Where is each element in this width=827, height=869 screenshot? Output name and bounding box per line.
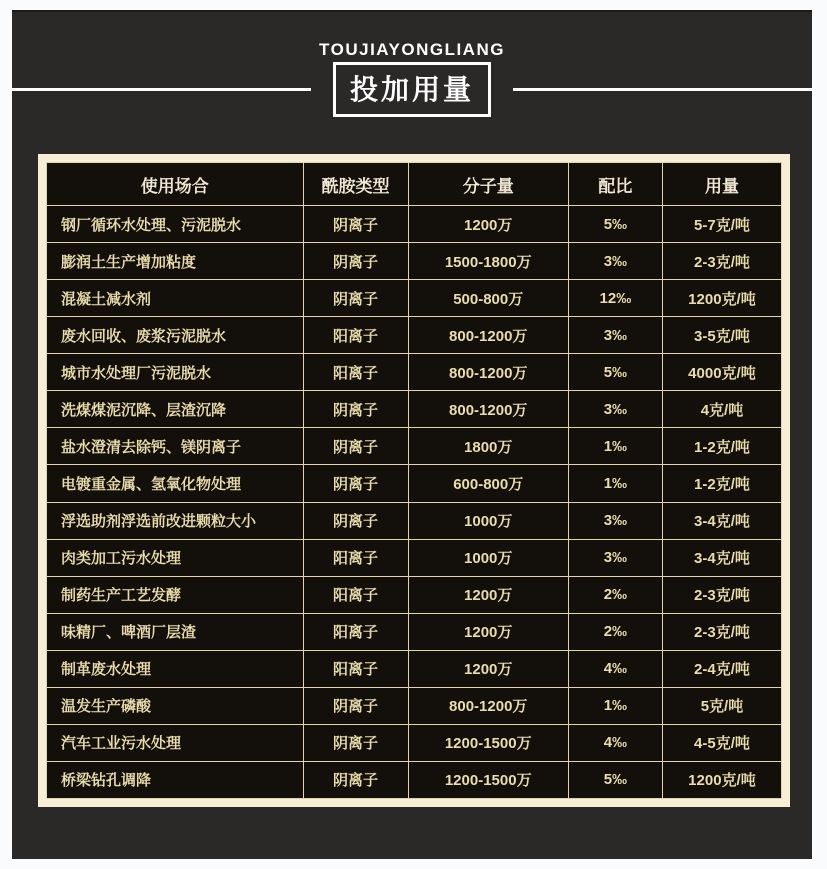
table-cell: 3-4克/吨 (662, 502, 781, 539)
table-row (47, 243, 782, 280)
table-cell: 盐水澄清去除钙、镁阴离子 (47, 428, 304, 465)
table-cell: 5‰ (568, 761, 662, 798)
table-cell: 阴离子 (303, 687, 408, 724)
table-cell: 4000克/吨 (662, 354, 781, 391)
title-banner (12, 67, 812, 111)
table-cell: 汽车工业污水处理 (47, 724, 304, 761)
table-cell: 5‰ (568, 354, 662, 391)
table-cell: 1200克/吨 (662, 761, 781, 798)
table-row (47, 502, 782, 539)
table-cell: 12‰ (568, 280, 662, 317)
table-row (47, 613, 782, 650)
table-cell: 阴离子 (303, 465, 408, 502)
table-cell: 制药生产工艺发酵 (47, 576, 304, 613)
banner-right-line (513, 88, 812, 91)
column-header: 用量 (662, 163, 781, 206)
table-cell: 5-7克/吨 (662, 206, 781, 243)
table-cell: 阴离子 (303, 243, 408, 280)
table-cell: 800-1200万 (408, 687, 568, 724)
table-cell: 800-1200万 (408, 354, 568, 391)
table-cell: 阳离子 (303, 576, 408, 613)
table-cell: 600-800万 (408, 465, 568, 502)
table-cell: 2-3克/吨 (662, 243, 781, 280)
table-cell: 电镀重金属、氢氧化物处理 (47, 465, 304, 502)
column-header: 分子量 (408, 163, 568, 206)
table-cell: 3‰ (568, 502, 662, 539)
column-header: 酰胺类型 (303, 163, 408, 206)
table-cell: 2‰ (568, 576, 662, 613)
table-cell: 3‰ (568, 317, 662, 354)
table-cell: 废水回收、废浆污泥脱水 (47, 317, 304, 354)
table-row (47, 465, 782, 502)
dark-panel (12, 10, 812, 859)
table-cell: 4克/吨 (662, 391, 781, 428)
table-cell: 1-2克/吨 (662, 428, 781, 465)
table-cell: 3-5克/吨 (662, 317, 781, 354)
table-cell: 阳离子 (303, 613, 408, 650)
table-cell: 洗煤煤泥沉降、层渣沉降 (47, 391, 304, 428)
table-row (47, 317, 782, 354)
table-row (47, 761, 782, 798)
table-cell: 1200万 (408, 576, 568, 613)
table-cell: 4-5克/吨 (662, 724, 781, 761)
table-row (47, 206, 782, 243)
table-cell: 1‰ (568, 687, 662, 724)
table-row (47, 724, 782, 761)
table-cell: 阴离子 (303, 502, 408, 539)
table-cell: 混凝土减水剂 (47, 280, 304, 317)
table-cell: 阴离子 (303, 391, 408, 428)
table-cell: 阳离子 (303, 317, 408, 354)
table-row (47, 428, 782, 465)
table-cell: 阴离子 (303, 428, 408, 465)
table-cell: 1200万 (408, 613, 568, 650)
table-cell: 2‰ (568, 613, 662, 650)
table-row (47, 687, 782, 724)
table-cell: 城市水处理厂污泥脱水 (47, 354, 304, 391)
banner-left-line (12, 88, 311, 91)
table-cell: 阴离子 (303, 761, 408, 798)
table-cell: 3‰ (568, 391, 662, 428)
dosage-table (46, 162, 782, 799)
column-header: 使用场合 (47, 163, 304, 206)
table-cell: 1200克/吨 (662, 280, 781, 317)
table-cell: 1200-1500万 (408, 761, 568, 798)
table-cell: 1‰ (568, 465, 662, 502)
table-cell: 800-1200万 (408, 317, 568, 354)
table-cell: 温发生产磷酸 (47, 687, 304, 724)
table-row (47, 576, 782, 613)
table-row (47, 650, 782, 687)
table-cell: 5克/吨 (662, 687, 781, 724)
table-cell: 阴离子 (303, 206, 408, 243)
table-cell: 膨润土生产增加粘度 (47, 243, 304, 280)
table-cell: 5‰ (568, 206, 662, 243)
table-cell: 4‰ (568, 650, 662, 687)
table-cell: 500-800万 (408, 280, 568, 317)
table-cell: 3‰ (568, 243, 662, 280)
table-cell: 4‰ (568, 724, 662, 761)
column-header: 配比 (568, 163, 662, 206)
table-row (47, 391, 782, 428)
table-cell: 1000万 (408, 539, 568, 576)
table-cell: 1200万 (408, 206, 568, 243)
table-cell: 1800万 (408, 428, 568, 465)
title-pinyin: TOUJIAYONGLIANG (319, 40, 505, 59)
table-cell: 肉类加工污水处理 (47, 539, 304, 576)
table-cell: 阳离子 (303, 650, 408, 687)
table-cell: 1500-1800万 (408, 243, 568, 280)
table-cell: 浮选助剂浮选前改进颗粒大小 (47, 502, 304, 539)
table-cell: 阴离子 (303, 724, 408, 761)
table-cell: 桥梁钻孔调降 (47, 761, 304, 798)
table-cell: 1000万 (408, 502, 568, 539)
table-cell: 1‰ (568, 428, 662, 465)
table-cell: 阳离子 (303, 354, 408, 391)
table-row (47, 539, 782, 576)
table-cell: 3‰ (568, 539, 662, 576)
table-cell: 1-2克/吨 (662, 465, 781, 502)
page-title: 投加用量 (333, 62, 491, 117)
table-cell: 阳离子 (303, 539, 408, 576)
table-row (47, 280, 782, 317)
table-row (47, 354, 782, 391)
table-cell: 1200万 (408, 650, 568, 687)
table-cell: 制革废水处理 (47, 650, 304, 687)
table-cell: 1200-1500万 (408, 724, 568, 761)
table-cell: 800-1200万 (408, 391, 568, 428)
table-cell: 2-3克/吨 (662, 576, 781, 613)
table-cell: 钢厂循环水处理、污泥脱水 (47, 206, 304, 243)
table-cell: 阴离子 (303, 280, 408, 317)
table-cell: 2-4克/吨 (662, 650, 781, 687)
table-cell: 3-4克/吨 (662, 539, 781, 576)
table-frame (38, 154, 790, 807)
table-cell: 2-3克/吨 (662, 613, 781, 650)
table-header-row (47, 163, 782, 206)
table-cell: 味精厂、啤酒厂层渣 (47, 613, 304, 650)
